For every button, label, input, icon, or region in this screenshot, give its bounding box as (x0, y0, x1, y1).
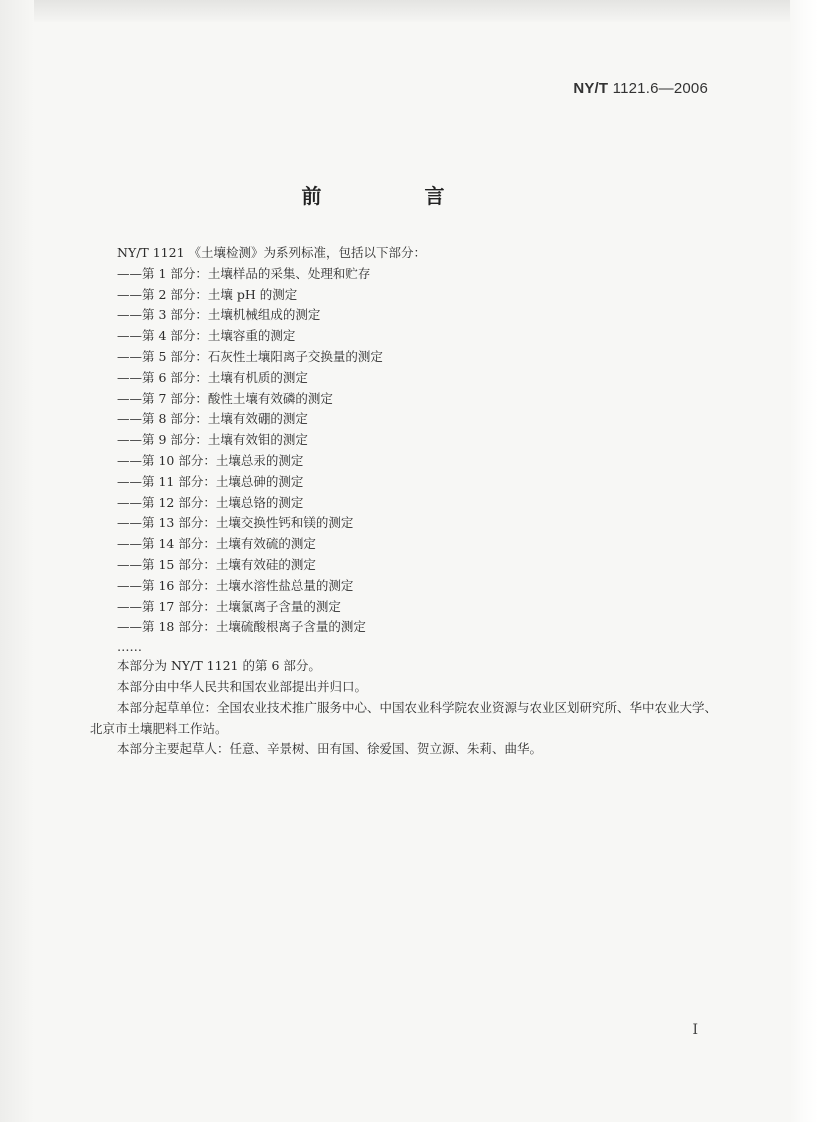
list-item: ——第 13 部分：土壤交换性钙和镁的测定 (117, 515, 354, 531)
list-ellipsis: …… (117, 639, 142, 655)
list-item: ——第 18 部分：土壤硫酸根离子含量的测定 (117, 619, 366, 635)
list-item: ——第 9 部分：土壤有效钼的测定 (117, 432, 308, 448)
page-title: 前 言 (301, 184, 493, 208)
list-item: ——第 12 部分：土壤总铬的测定 (117, 494, 304, 510)
drafters-paragraph: 本部分主要起草人：任意、辛景树、田有国、徐爱国、贺立源、朱莉、曲华。 (117, 741, 543, 757)
scan-shadow-right (790, 0, 818, 1122)
list-item: ——第 16 部分：土壤水溶性盐总量的测定 (117, 577, 354, 593)
list-item: ——第 15 部分：土壤有效硅的测定 (117, 556, 316, 572)
parts-list (90, 264, 720, 638)
list-item: ——第 11 部分：土壤总砷的测定 (117, 473, 304, 489)
list-item: ——第 8 部分：土壤有效硼的测定 (117, 411, 308, 427)
list-item: ——第 2 部分：土壤 pH 的测定 (117, 286, 298, 302)
page-number: I (692, 1022, 698, 1038)
proposed-by-statement: 本部分由中华人民共和国农业部提出并归口。 (117, 678, 368, 694)
list-item: ——第 5 部分：石灰性土壤阳离子交换量的测定 (117, 348, 383, 364)
standard-code (573, 80, 708, 97)
list-item: ——第 17 部分：土壤氯离子含量的测定 (117, 598, 341, 614)
part-statement: 本部分为 NY/T 1121 的第 6 部分。 (117, 658, 321, 674)
intro-line: NY/T 1121 《土壤检测》为系列标准，包括以下部分： (117, 245, 426, 260)
list-item: ——第 10 部分：土壤总汞的测定 (117, 452, 304, 468)
standard-code-prefix: NY/T (573, 80, 609, 97)
scan-shadow-left (0, 0, 34, 1122)
list-item: ——第 4 部分：土壤容重的测定 (117, 328, 296, 344)
scan-shadow-top (0, 0, 818, 22)
list-item: ——第 6 部分：土壤有机质的测定 (117, 369, 308, 385)
list-item: ——第 1 部分：土壤样品的采集、处理和贮存 (117, 265, 371, 281)
foreword-body (90, 243, 720, 760)
standard-code-number: 1121.6—2006 (612, 80, 708, 97)
list-item: ——第 14 部分：土壤有效硫的测定 (117, 536, 316, 552)
list-item: ——第 3 部分：土壤机械组成的测定 (117, 307, 321, 323)
list-item: ——第 7 部分：酸性土壤有效磷的测定 (117, 390, 333, 406)
drafting-units-paragraph: 本部分起草单位：全国农业技术推广服务中心、中国农业科学院农业资源与农业区划研究所、华中农业大学、北京市土壤肥料工作站。 (90, 699, 718, 736)
